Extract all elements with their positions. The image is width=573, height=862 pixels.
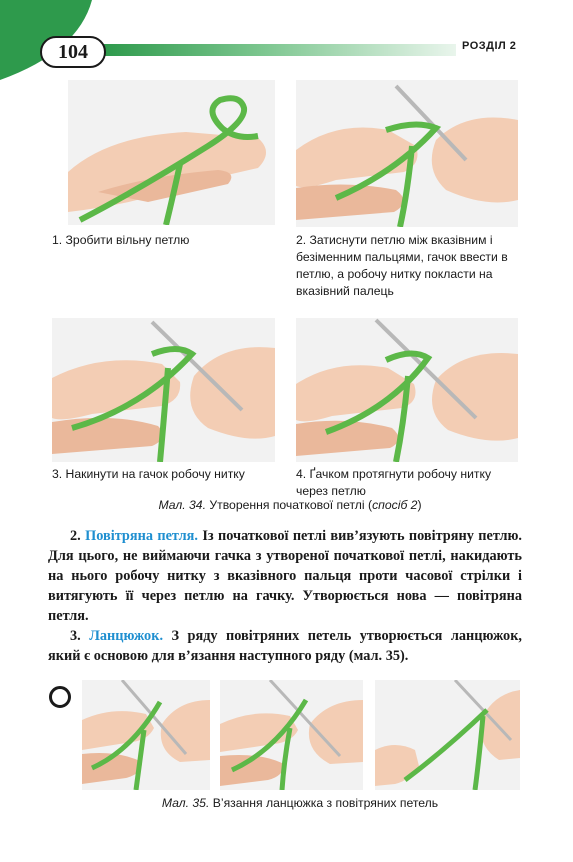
paragraph-chain xyxy=(48,626,522,666)
caption-step-1: 1. Зробити вільну петлю xyxy=(52,233,190,247)
paragraph-number: 3. xyxy=(70,628,81,644)
paragraph-body: Із початкової петлі вив’язують повітряну петлю. Для цього, не виймаючи гачка з утвореної початкової петлі, накидають на нього робочу нитку з вказівного пальця проти часової стрілки і витягують її через петлю на гачку. Утворюється нова — повітряна петля. xyxy=(48,528,523,624)
photo-step-2 xyxy=(296,80,518,227)
photo-step-4 xyxy=(296,318,518,462)
photo-chain-1 xyxy=(82,680,210,790)
term-air-loop: Повітряна петля. xyxy=(85,528,198,544)
photo-chain-2 xyxy=(220,680,363,790)
figure-35-title: В’язання ланцюжка з повітряних петель xyxy=(212,796,439,810)
caption-step-3: 3. Накинути на гачок робочу нитку xyxy=(52,467,245,481)
figure-34-label: Мал. 34. xyxy=(158,498,206,512)
figure-35-caption xyxy=(80,796,520,810)
page-number: 104 xyxy=(40,36,106,68)
figure-34-title-italic: спосіб 2 xyxy=(372,498,418,512)
paragraph-body: З ряду повітряних петель утворюється ланцюжок, який є основою для в’язання наступного ряду (мал. 35). xyxy=(48,628,523,664)
ring-marker-icon xyxy=(49,686,71,708)
term-chain: Ланцюжок. xyxy=(89,628,164,644)
header-bar xyxy=(104,44,456,56)
figure-34-title: Утворення початкової петлі ( xyxy=(209,498,373,512)
figure-35-label: Мал. 35. xyxy=(161,796,210,810)
caption-step-4: 4. Ґачком протягнути робочу нитку через петлю xyxy=(296,467,492,498)
photo-chain-3 xyxy=(375,680,520,790)
photo-step-3 xyxy=(52,318,275,462)
caption-step-2: 2. Затиснути петлю між вказівним і безіменним пальцями, гачок ввести в петлю, а робочу нитку покласти на вказівний палець xyxy=(296,233,508,298)
figure-34-caption xyxy=(60,498,520,512)
section-label: РОЗДІЛ 2 xyxy=(462,40,517,52)
photo-step-1 xyxy=(68,80,275,225)
paragraph-air-loop xyxy=(48,526,522,626)
figure-34-title-end: ) xyxy=(417,498,422,512)
paragraph-number: 2. xyxy=(70,528,81,544)
